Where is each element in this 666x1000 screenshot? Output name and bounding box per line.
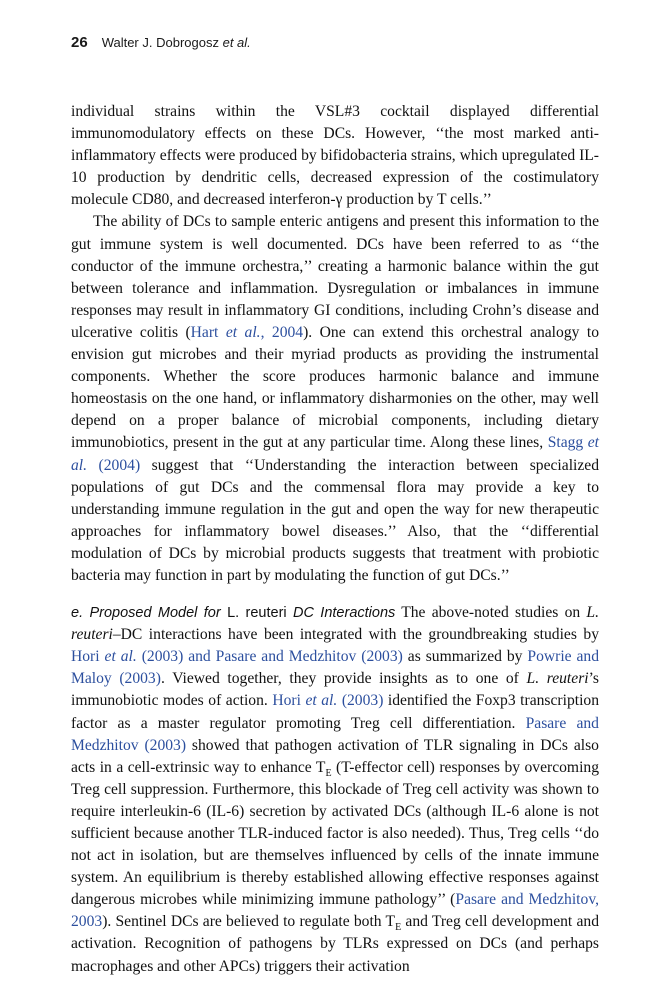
citation-stagg-2004[interactable]: Stagg et al. (2004) — [71, 434, 600, 474]
running-author: Walter J. Dobrogosz et al. — [101, 35, 251, 50]
paragraph-continuation: individual strains within the VSL#3 cocktail displayed differential immunomodulatory effects on these DCs. However, ‘‘the most marked anti-inflammatory effects were produced by bifidobacteria strains, which upregulated IL-10 production by dendritic cells, decreased expression of the costimulatory molecule CD80, and decreased interferon-γ production by T cells.’’ — [71, 103, 599, 209]
paragraph-dc-orchestra: The ability of DCs to sample enteric antigens and present this information to the gut immune system is well documented. DCs have been referred to as ‘‘the conductor of the immune orchestra,’’ creating a harmonic balance within the gut between tolerance and inflammation. Dysregulation or imbalances in immune responses may result in inflammatory GI conditions, including Crohn’s disease and ulcerative colitis (Hart et al., 2004). One can extend this orchestral analogy to envision gut microbes and their myriad products as providing the instrumental components. Whether the score produces harmonic balance and immune homeostasis on the one hand, or inflammatory disharmonies on the other, may well depend on a proper balance of microbial components, including dietary immunobiotics, present in the gut at any particular time. Along these lines, Stagg et al. (2004) suggest that ‘‘Understanding the interaction between specialized populations of gut DCs and the commensal flora may provide a key to understanding immune regulation in the gut and open the way for new therapeutic approaches for inflammatory bowel diseases.’’ Also, that the ‘‘differential modulation of DCs by microbial products suggests that treatment with probiotic bacteria may function in part by modulating the function of gut DCs.’’ — [71, 213, 600, 584]
citation-pasare-medzhitov-2003[interactable]: Pasare and Medzhitov (2003) — [71, 714, 599, 754]
page-number: 26 — [71, 34, 88, 51]
citation-hori-2003[interactable]: Hori et al. (2003) — [272, 692, 384, 710]
running-header — [71, 34, 251, 51]
citation-pasare-medzhitov-2003-b[interactable]: Pasare and Medzhitov, 2003 — [71, 891, 599, 931]
citation-powrie-maloy-2003[interactable]: Powrie and Maloy (2003) — [71, 648, 600, 688]
body-text — [71, 101, 599, 978]
section-subheading: e. Proposed Model for L. reuteri DC Interactions — [71, 605, 396, 622]
citation-hart-2004[interactable]: Hart et al., 2004 — [190, 323, 304, 341]
citation-hori-pasare-2003[interactable]: Hori et al. (2003) and Pasare and Medzhitov (2003) — [71, 648, 403, 666]
paragraph-proposed-model: e. Proposed Model for L. reuteri DC Interactions The above-noted studies on L. reuteri–DC interactions have been integrated with the groundbreaking studies by Hori et al. (2003) and Pasare and Medzhitov (2003) as summarized by Powrie and Maloy (2003). Viewed together, they provide insights as to one of L. reuteri’s immunobiotic modes of action. Hori et al. (2003) identified the Foxp3 transcription factor as a master regulator promoting Treg cell differentiation. Pasare and Medzhitov (2003) showed that pathogen activation of TLR signaling in DCs also acts in a cell-extrinsic way to enhance $T_E$ (T-effector cell) responses by overcoming Treg cell suppression. Furthermore, this blockade of Treg cell activity was shown to require interleukin-6 (IL-6) secretion by activated DCs (although IL-6 alone is not sufficient because another TLR-induced factor is also needed). Thus, Treg cells ‘‘do not act in isolation, but are themselves influenced by cells of the innate immune system. An equilibrium is thereby established allowing effective responses against dangerous microbes while minimizing immune pathology’’ (Pasare and Medzhitov, 2003). Sentinel DCs are believed to regulate both $T_E$ and Treg cell development and activation. Recognition of pathogens by TLRs expressed on DCs (and perhaps macrophages and other APCs) triggers their activation — [71, 604, 600, 975]
